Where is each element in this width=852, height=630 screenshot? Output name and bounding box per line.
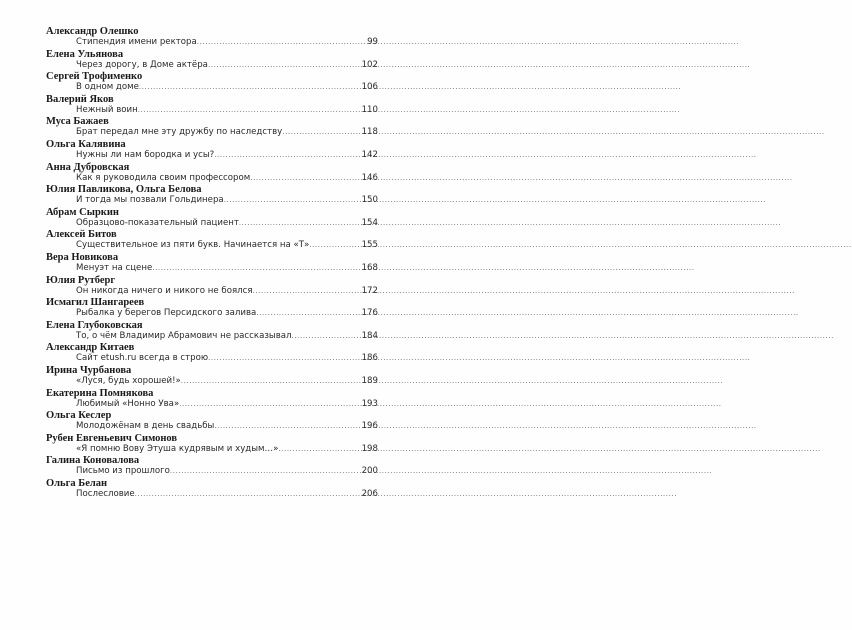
author-name: Александр Олешко: [46, 26, 139, 37]
chapter-title: Любимый «Нонно Ува»: [76, 398, 180, 409]
chapter-title: Брат передал мне эту дружбу по наследству: [76, 127, 283, 138]
author-name: Александр Китаев: [46, 342, 135, 354]
author-name: Валерий Яков: [46, 93, 114, 105]
toc-entry: [46, 26, 378, 49]
dot-leader: [197, 37, 366, 49]
author-name: Вера Новикова: [46, 251, 119, 263]
page-number: 118: [361, 127, 378, 138]
toc-entry: [46, 94, 378, 117]
page-number: 196: [361, 421, 378, 432]
dot-leader: [139, 82, 361, 94]
chapter-title: В одном доме: [76, 82, 139, 93]
chapter-title: Через дорогу, в Доме актёра: [76, 59, 208, 70]
dot-leader: [138, 105, 361, 117]
toc-entry: [46, 388, 378, 411]
page-number: 184: [361, 330, 378, 341]
page-number: 110: [361, 104, 378, 115]
chapter-title: Молодожёнам в день свадьбы: [76, 421, 215, 432]
page-number: 189: [361, 375, 378, 386]
chapter-title: «Луся, будь хорошей!»: [76, 375, 181, 386]
chapter-title: Сайт etush.ru всегда в строю: [76, 353, 209, 364]
dot-leader: [250, 173, 360, 185]
dot-leader: [181, 376, 361, 388]
page-number: 168: [361, 262, 378, 273]
toc-entry: [46, 252, 378, 275]
dot-leader: [253, 286, 361, 298]
chapter-title: Рыбалка у берегов Персидского залива: [76, 308, 257, 319]
chapter-title: Он никогда ничего и никого не боялся: [76, 285, 253, 296]
page-number: 150: [361, 195, 378, 206]
dot-leader: [208, 353, 361, 365]
author-name: Елена Ульянова: [46, 48, 124, 60]
toc-entry: [46, 207, 378, 230]
dot-leader: [278, 444, 360, 456]
toc-entry: [46, 320, 378, 343]
author-name: Юлия Рутберг: [46, 274, 116, 286]
chapter-title: Как я руководила своим профессором: [76, 172, 251, 183]
toc-entry: [46, 365, 378, 388]
page-number: 176: [361, 308, 378, 319]
page-number: 193: [361, 398, 378, 409]
chapter-title: И тогда мы позвали Гольдинера: [76, 195, 224, 206]
chapter-title: Существительное из пяти букв. Начинается на «Т»: [76, 240, 310, 251]
author-name: Ольга Кеслер: [46, 410, 112, 422]
chapter-title: Стипендия имени ректора: [76, 37, 197, 47]
dot-leader: [256, 308, 360, 320]
author-name: Алексей Битов: [46, 229, 117, 241]
dot-leader: [135, 489, 361, 501]
author-name: Ольга Калявина: [46, 138, 126, 150]
toc-entry: [46, 139, 378, 162]
page-number: 146: [361, 172, 378, 183]
author-name: Ольга Белан: [46, 477, 108, 489]
page-number: 206: [361, 488, 378, 499]
toc-entry: [46, 410, 378, 433]
toc-entry: [46, 229, 378, 252]
page-number: 155: [361, 240, 378, 251]
dot-leader: [224, 195, 361, 207]
page-number: 102: [361, 59, 378, 70]
dot-leader: [309, 240, 360, 252]
author-name: Галина Коновалова: [46, 455, 140, 467]
dot-leader: [208, 60, 361, 72]
chapter-title: Менуэт на сцене: [76, 262, 153, 273]
toc-entry: [46, 455, 378, 478]
chapter-title: Нежный воин: [76, 104, 138, 115]
dot-leader: [239, 218, 361, 230]
dot-leader: [214, 150, 360, 162]
toc-entry: [46, 71, 378, 94]
author-name: Юлия Павликова, Ольга Белова: [46, 184, 202, 196]
author-name: Муса Бажаев: [46, 116, 109, 128]
author-name: Сергей Трофименко: [46, 71, 143, 83]
toc-entry: [46, 275, 378, 298]
author-name: Анна Дубровская: [46, 161, 130, 173]
toc-entry: [46, 49, 378, 72]
page-number: 200: [361, 466, 378, 477]
chapter-title: То, о чём Владимир Абрамович не рассказывал: [76, 330, 292, 341]
page-number: 142: [361, 149, 378, 160]
dot-leader: [179, 399, 360, 411]
toc-entry: [46, 162, 378, 185]
author-name: Елена Глубоковская: [46, 319, 143, 331]
author-name: Абрам Сыркин: [46, 206, 119, 218]
author-name: Екатерина Помнякова: [46, 387, 154, 399]
author-name: Ирина Чурбанова: [46, 364, 132, 376]
page-number: 154: [361, 217, 378, 228]
dot-leader: [282, 127, 360, 139]
dot-leader: [214, 421, 360, 433]
chapter-title: Послесловие: [76, 488, 135, 499]
toc-entry: [46, 184, 378, 207]
chapter-title: Образцово-показательный пациент: [76, 217, 239, 228]
dot-leader: [152, 263, 360, 275]
chapter-title: Письмо из прошлого: [76, 466, 170, 477]
toc-entry: [46, 116, 378, 139]
author-name: Исмагил Шангареев: [46, 297, 145, 309]
table-of-contents: [46, 26, 378, 500]
chapter-title: «Я помню Вову Этуша кудрявым и худым…»: [76, 443, 279, 454]
dot-leader: [292, 331, 361, 343]
toc-entry: [46, 433, 378, 456]
toc-entry: [46, 297, 378, 320]
page-number: 172: [361, 285, 378, 296]
chapter-title: Нужны ли нам бородка и усы?: [76, 149, 215, 160]
dot-leader: [170, 466, 361, 478]
author-name: Рубен Евгеньевич Симонов: [46, 432, 178, 444]
page-number: 198: [361, 443, 378, 454]
page-number: 106: [361, 82, 378, 93]
page-number: 99: [367, 37, 378, 47]
toc-entry: [46, 478, 378, 501]
toc-entry: [46, 342, 378, 365]
page-number: 186: [361, 353, 378, 364]
